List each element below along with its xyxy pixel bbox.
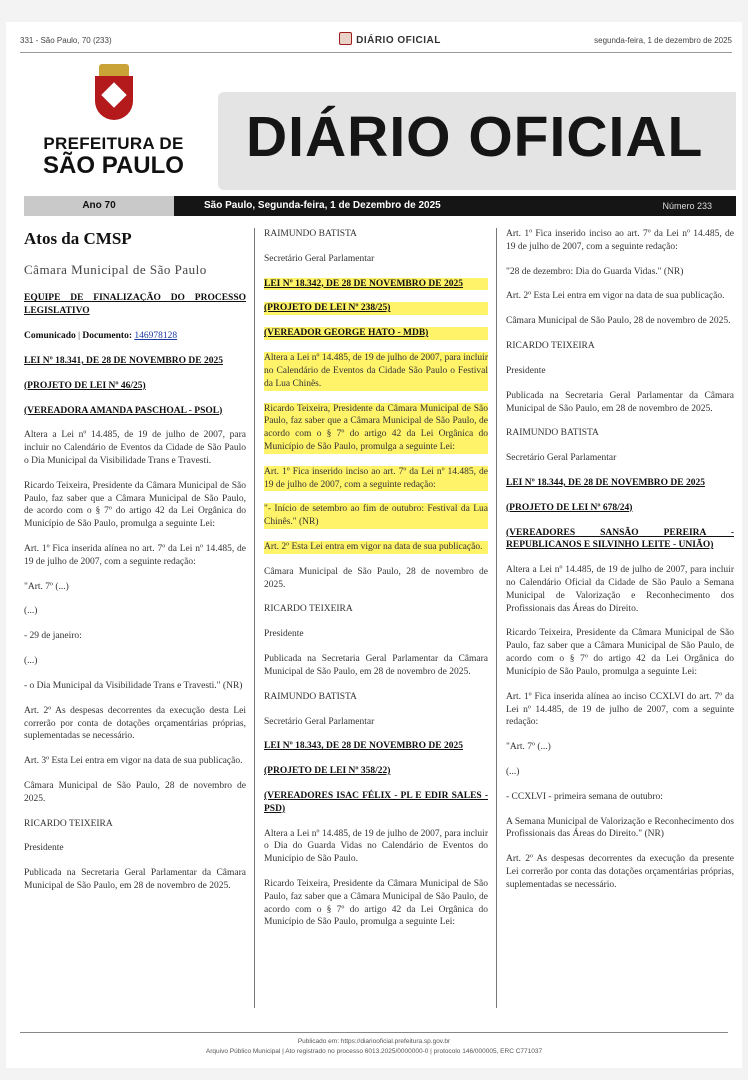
signature-role: Secretário Geral Parlamentar: [264, 253, 375, 264]
signature-role: Secretário Geral Parlamentar: [506, 453, 617, 464]
page-footer: [20, 1032, 728, 1057]
masthead-title: DIÁRIO OFICIAL: [246, 105, 704, 169]
document-ref: Comunicado | Documento: 146978128: [24, 331, 178, 342]
project-heading: (PROJETO DE LEI Nº 358/22): [264, 766, 391, 777]
paragraph: Câmara Municipal de São Paulo, 28 de novembro de 2025.: [506, 316, 731, 327]
paragraph: A Semana Municipal de Valorização e Reconhecimento dos Profissionais das Áreas do Direito." (NR): [506, 816, 734, 840]
edition-bar: [24, 196, 736, 216]
paragraph: Publicada na Secretaria Geral Parlamentar da Câmara Municipal de São Paulo, em 28 de novembro de 2025.: [24, 868, 246, 892]
header-right: segunda-feira, 1 de dezembro de 2025: [594, 36, 732, 45]
law-heading: LEI Nº 18.344, DE 28 DE NOVEMBRO DE 2025: [506, 477, 705, 488]
paragraph: Altera a Lei nº 14.485, de 19 de julho de 2007, para incluir o Dia do Guarda Vidas no Calendário de Eventos do Município de São Paulo.: [264, 828, 488, 865]
column-2: [264, 228, 488, 941]
project-heading: (PROJETO DE LEI Nº 678/24): [506, 502, 633, 513]
document-link[interactable]: 146978128: [134, 331, 178, 342]
paragraph: "Art. 7º (...): [24, 581, 69, 592]
logo-line2: SÃO PAULO: [43, 152, 184, 179]
footer-line1: Publicado em: https://diariooficial.prefeitura.sp.gov.br: [297, 1038, 451, 1045]
paragraph: Art. 1º Fica inserido inciso ao art. 7º da Lei nº 14.485, de 19 de julho de 2007, com a seguinte redação:: [264, 466, 488, 490]
project-heading: (PROJETO DE LEI Nº 238/25): [264, 302, 488, 315]
signature-name: RAIMUNDO BATISTA: [506, 428, 599, 439]
paragraph: Art. 1º Fica inserida alínea no art. 7º da Lei nº 14.485, de 19 de julho de 2007, com a seguinte redação:: [24, 544, 246, 567]
header-center: [320, 32, 460, 46]
paragraph: - CCXLVI - primeira semana de outubro:: [506, 791, 663, 802]
paragraph: (...): [24, 656, 38, 667]
paragraph: Art. 2º As despesas decorrentes da execução desta Lei correrão por conta de dotações orçamentárias próprias, suplementadas se necessário.: [24, 705, 246, 742]
team-heading: EQUIPE DE FINALIZAÇÃO DO PROCESSO LEGISLATIVO: [24, 293, 246, 317]
column-divider: [254, 228, 255, 1008]
paragraph: Art. 2º As despesas decorrentes da execução da presente Lei correrão por conta das dotações orçamentárias próprias, suplementadas se necessário.: [506, 854, 734, 890]
author-heading: (VEREADORES ISAC FÉLIX - PL E EDIR SALES - PSD): [264, 790, 488, 814]
edition-number: Número 233: [662, 201, 712, 211]
header-divider: [20, 52, 732, 53]
paragraph: Ricardo Teixeira, Presidente da Câmara Municipal de São Paulo, faz saber que a Câmara Municipal de São Paulo, de acordo com o § 7º do artigo 42 da Lei Orgânica do Município de São Paulo, promulga a seguinte Lei:: [264, 403, 488, 452]
header-title: DIÁRIO OFICIAL: [356, 35, 441, 46]
signature-role: Presidente: [506, 365, 546, 376]
paragraph: Art. 1º Fica inserido inciso ao art. 7º da Lei nº 14.485, de 19 de julho de 2007, com a seguinte redação:: [506, 229, 734, 252]
author-heading: (VEREADORA AMANDA PASCHOAL - PSOL): [24, 405, 223, 416]
paragraph: Câmara Municipal de São Paulo, 28 de novembro de 2025.: [24, 780, 246, 804]
paragraph: "- Início de setembro ao fim de outubro: Festival da Lua Chinês." (NR): [264, 504, 488, 528]
law-heading: LEI Nº 18.343, DE 28 DE NOVEMBRO DE 2025: [264, 741, 463, 752]
edition-date: São Paulo, Segunda-feira, 1 de Dezembro de 2025: [204, 200, 441, 211]
paragraph: "Art. 7º (...): [506, 742, 551, 753]
paragraph: Ricardo Teixeira, Presidente da Câmara Municipal de São Paulo, faz saber que a Câmara Municipal de São Paulo, de acordo com o § 7º do artigo 42 da Lei Orgânica do Município de São Paulo, promulga a seguinte Lei:: [264, 879, 488, 928]
masthead-banner: [218, 92, 736, 190]
paragraph: Altera a Lei nº 14.485, de 19 de julho de 2007, para incluir no Calendário de Eventos da Cidade de São Paulo o Dia Municipal da Visibilidade Trans e Travesti.: [24, 430, 246, 466]
paragraph: Ricardo Teixeira, Presidente da Câmara Municipal de São Paulo, faz saber que a Câmara Municipal de São Paulo, de acordo com o § 7º do artigo 42 da Lei Orgânica do Município de São Paulo, promulga a seguinte Lei:: [506, 628, 734, 677]
coat-of-arms-icon: [91, 64, 137, 126]
signature-name: RICARDO TEIXEIRA: [264, 604, 353, 615]
paragraph: Art. 2º Esta Lei entra em vigor na data de sua publicação.: [506, 291, 725, 302]
edition-year: Ano 70: [24, 196, 174, 216]
seal-icon: [339, 32, 352, 45]
paragraph: Altera a Lei nº 14.485, de 19 de julho de 2007, para incluir no Calendário de Eventos da Cidade São Paulo o Festival da Lua Chinês.: [264, 353, 488, 389]
paragraph: (...): [506, 766, 520, 777]
prefeitura-logo: [26, 64, 201, 180]
paragraph: Art. 1º Fica inserida alínea ao inciso CCXLVI do art. 7º da Lei nº 14.485, de 19 de julho de 2007, com a seguinte redação:: [506, 691, 734, 728]
paragraph: Câmara Municipal de São Paulo, 28 de novembro de 2025.: [264, 566, 488, 590]
author-heading: (VEREADORES SANSÃO PEREIRA - REPUBLICANOS E SILVINHO LEITE - UNIÃO): [506, 527, 734, 551]
law-heading: LEI Nº 18.341, DE 28 DE NOVEMBRO DE 2025: [24, 355, 223, 366]
column-divider: [496, 228, 497, 1008]
paragraph: Art. 3º Esta Lei entra em vigor na data de sua publicação.: [24, 756, 243, 767]
column-3: [506, 228, 734, 904]
paragraph: Publicada na Secretaria Geral Parlamentar da Câmara Municipal de São Paulo, em 28 de novembro de 2025.: [506, 390, 734, 414]
project-heading: (PROJETO DE LEI Nº 46/25): [24, 380, 146, 391]
paragraph: Ricardo Teixeira, Presidente da Câmara Municipal de São Paulo, faz saber que a Câmara Municipal de São Paulo, de acordo com o § 7º do artigo 42 da Lei Orgânica do Município de São Paulo, promulga a seguinte Lei:: [24, 480, 246, 530]
footer-line2: Arquivo Público Municipal | Ato registrado no processo 6013.2025/0000000-0 | protocolo 146/000005, ERC C771037: [205, 1047, 543, 1055]
signature-name: RICARDO TEIXEIRA: [506, 341, 595, 352]
section-subtitle: Câmara Municipal de São Paulo: [24, 261, 207, 277]
paragraph: Altera a Lei nº 14.485, de 19 de julho de 2007, para incluir no Calendário Oficial da Cidade de São Paulo a Semana Municipal de Valorização e Reconhecimento dos Profissionais das Áreas do Direito.: [506, 565, 734, 614]
signature-role: Presidente: [264, 629, 304, 640]
header-left: 331 - São Paulo, 70 (233): [20, 36, 112, 45]
section-title: Atos da CMSP: [24, 229, 132, 248]
signature-role: Secretário Geral Parlamentar: [264, 716, 375, 727]
paragraph: Publicada na Secretaria Geral Parlamentar da Câmara Municipal de São Paulo, em 28 de novembro de 2025.: [264, 654, 488, 677]
signature-name: RICARDO TEIXEIRA: [24, 818, 113, 829]
paragraph: - 29 de janeiro:: [24, 631, 82, 642]
signature-name: RAIMUNDO BATISTA: [264, 691, 357, 702]
paragraph: - o Dia Municipal da Visibilidade Trans e Travesti." (NR): [24, 680, 243, 691]
signature-name: RAIMUNDO BATISTA: [264, 229, 357, 239]
paragraph: Art. 2º Esta Lei entra em vigor na data de sua publicação.: [264, 541, 488, 554]
signature-role: Presidente: [24, 843, 64, 854]
column-1: [24, 228, 246, 905]
document-page: [6, 22, 742, 1068]
running-header: [20, 32, 732, 50]
paragraph: (...): [24, 606, 38, 617]
logo-line1: PREFEITURA DE: [43, 134, 184, 153]
paragraph: "28 de dezembro: Dia do Guarda Vidas." (NR): [506, 266, 684, 277]
law-heading: LEI Nº 18.342, DE 28 DE NOVEMBRO DE 2025: [264, 278, 488, 291]
author-heading: (VEREADOR GEORGE HATO - MDB): [264, 327, 488, 340]
